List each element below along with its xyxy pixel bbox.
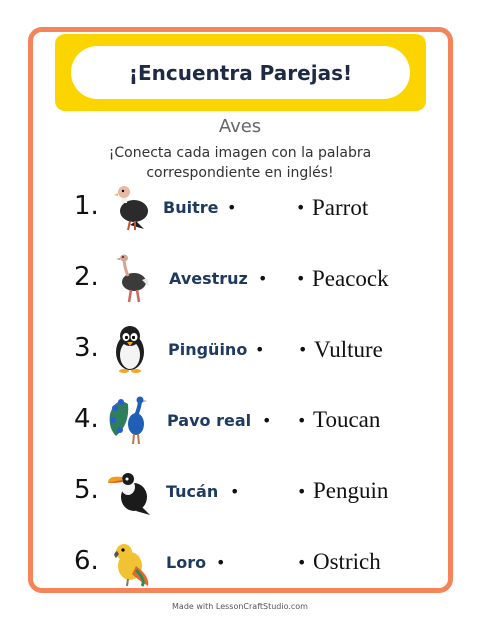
spanish-connector-dot[interactable]: • (216, 553, 226, 572)
spanish-connector-dot[interactable]: • (262, 411, 272, 430)
item-number: 2. (74, 262, 99, 292)
english-connector-dot[interactable]: • (297, 411, 307, 430)
footer-credit: Made with LessonCraftStudio.com (172, 602, 308, 611)
english-word: Ostrich (313, 549, 381, 574)
spanish-connector-dot[interactable]: • (227, 198, 237, 217)
worksheet-frame (28, 27, 453, 593)
spanish-word: Tucán (166, 482, 219, 501)
english-connector-dot[interactable]: • (298, 340, 308, 359)
penguin-icon (106, 322, 154, 374)
worksheet-subtitle: Aves (218, 116, 262, 137)
item-number: 4. (74, 404, 99, 434)
ostrich-icon (106, 252, 154, 304)
parrot-icon (106, 536, 154, 588)
item-number: 1. (74, 191, 99, 221)
item-number: 3. (74, 333, 99, 363)
spanish-word: Buitre (163, 198, 219, 217)
spanish-word: Avestruz (169, 269, 248, 288)
vulture-icon (106, 181, 154, 233)
spanish-word: Pingüino (168, 340, 248, 359)
english-connector-dot[interactable]: • (297, 482, 307, 501)
spanish-connector-dot[interactable]: • (230, 482, 240, 501)
english-connector-dot[interactable]: • (296, 198, 306, 217)
instructions (90, 143, 390, 183)
page-title: ¡Encuentra Parejas! (71, 46, 410, 99)
spanish-connector-dot[interactable]: • (255, 340, 265, 359)
peacock-icon (106, 394, 154, 446)
spanish-word: Pavo real (167, 411, 252, 430)
item-number: 5. (74, 475, 99, 505)
english-connector-dot[interactable]: • (296, 269, 306, 288)
english-word: Toucan (313, 407, 381, 432)
instructions-line-1: ¡Conecta cada imagen con la palabra (108, 145, 372, 161)
english-word: Vulture (314, 337, 383, 362)
english-connector-dot[interactable]: • (297, 553, 307, 572)
spanish-word: Loro (166, 553, 207, 572)
english-word: Parrot (312, 195, 369, 220)
item-number: 6. (74, 546, 99, 576)
english-word: Penguin (313, 478, 389, 503)
spanish-connector-dot[interactable]: • (258, 269, 268, 288)
toucan-icon (106, 465, 154, 517)
instructions-line-2: correspondiente en inglés! (146, 165, 334, 181)
english-word: Peacock (312, 266, 389, 291)
